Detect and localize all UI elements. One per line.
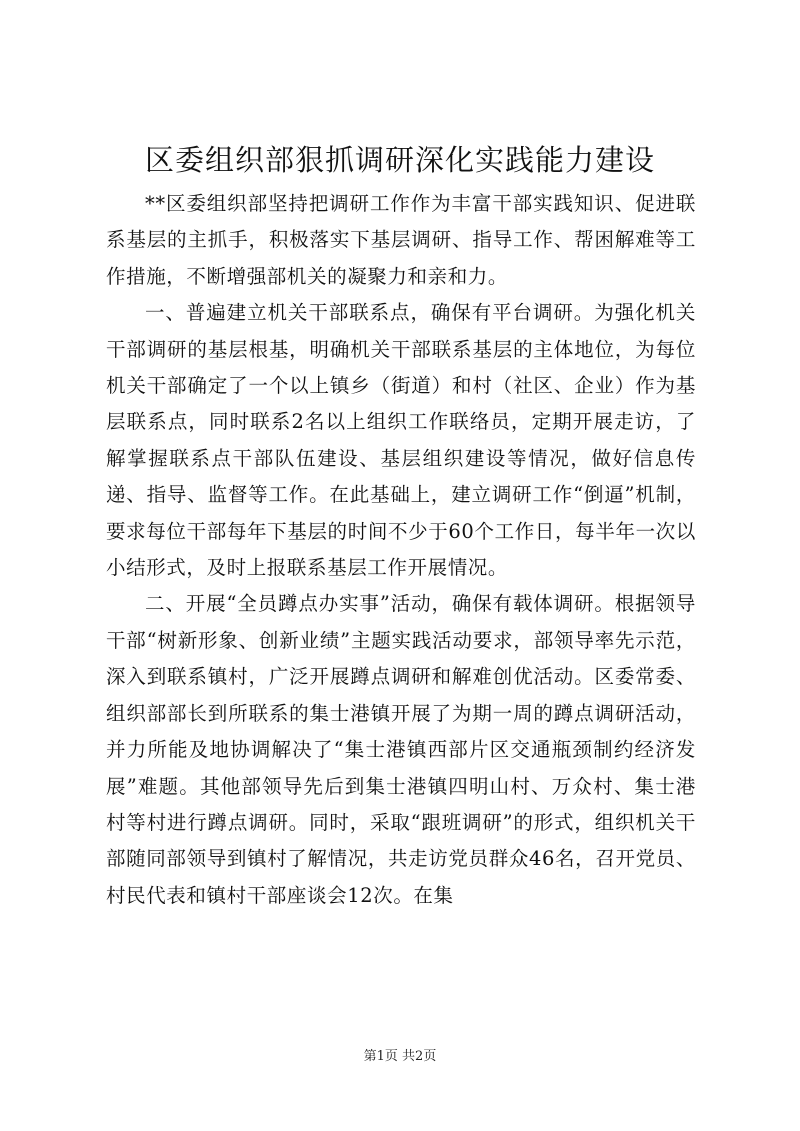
paragraph-intro: **区委组织部坚持把调研工作作为丰富干部实践知识、促进联系基层的主抓手，积极落实下基层调研、指导工作、帮困解难等工作措施，不断增强部机关的凝聚力和亲和力。	[106, 192, 696, 288]
paragraph-section-1: 一、普遍建立机关干部联系点，确保有平台调研。为强化机关干部调研的基层根基，明确机关干部联系基层的主体地位，为每位机关干部确定了一个以上镇乡（街道）和村（社区、企业）作为基层联系点，同时联系2名以上组织工作联络员，定期开展走访，了解掌握联系点干部队伍建设、基层组织建设等情况，做好信息传递、指导、监督等工作。在此基础上，建立调研工作“倒逼”机制，要求每位干部每年下基层的时间不少于60个工作日，每半年一次以小结形式，及时上报联系基层工作开展情况。	[106, 301, 696, 580]
paragraph-section-2: 二、开展“全员蹲点办实事”活动，确保有载体调研。根据领导干部“树新形象、创新业绩”主题实践活动要求，部领导率先示范，深入到联系镇村，广泛开展蹲点调研和解难创优活动。区委常委、组织部部长到所联系的集士港镇开展了为期一周的蹲点调研活动，并力所能及地协调解决了“集士港镇西部片区交通瓶颈制约经济发展”难题。其他部领导先后到集士港镇四明山村、万众村、集士港村等村进行蹲点调研。同时，采取“跟班调研”的形式，组织机关干部随同部领导到镇村了解情况，共走访党员群众46名，召开党员、村民代表和镇村干部座谈会12次。在集	[106, 592, 696, 907]
page-footer: 第1页 共2页	[363, 1049, 437, 1064]
document-title: 区委组织部狠抓调研深化实践能力建设	[144, 143, 655, 177]
document-body	[106, 186, 696, 914]
